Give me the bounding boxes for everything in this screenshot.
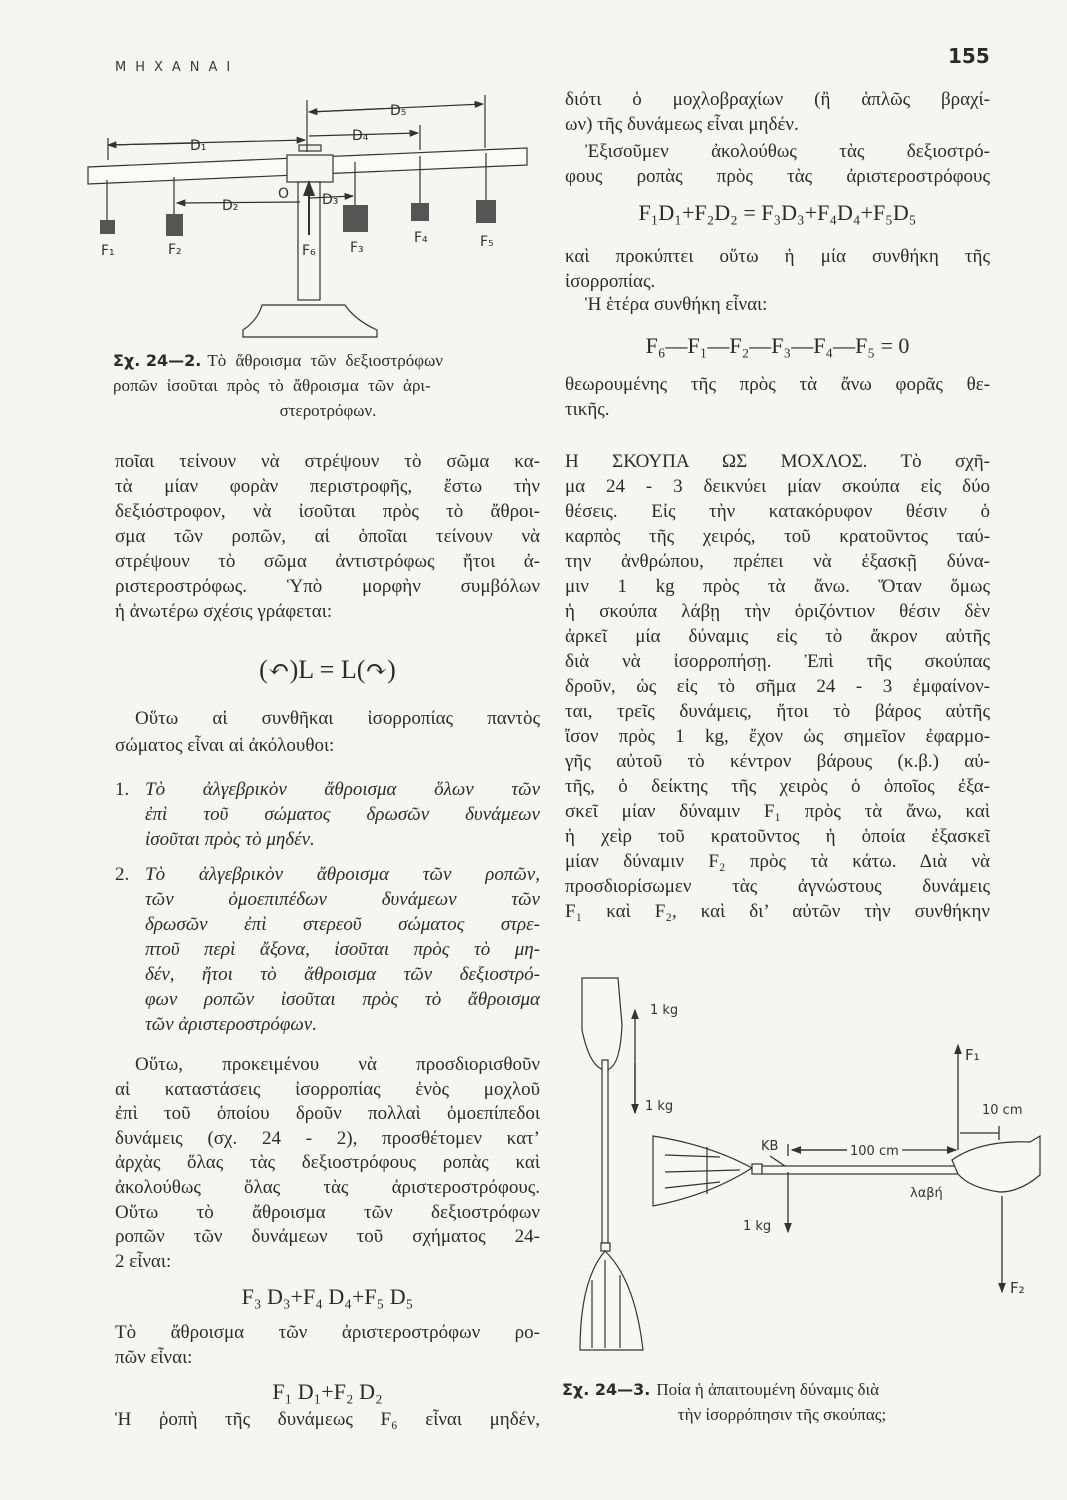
text-line: τικῆς. xyxy=(565,399,610,420)
paragraph xyxy=(115,449,540,624)
list-item-text xyxy=(115,777,540,852)
paragraph xyxy=(565,292,990,317)
text-line: ἀκολούθως ὅλας τὰς ἀριστεροστρόφους. xyxy=(115,1176,540,1198)
text-line: ἡ σκούπα λάβῃ τὴν ὁριζόντιον θέσιν δὲν xyxy=(565,601,990,622)
text-line: αἱ καταστάσεις ἰσορροπίας ἑνὸς μοχλοῦ xyxy=(115,1078,540,1100)
text-line: ροπῶν τῶν δυνάμεων τοῦ σχήματος 24- xyxy=(115,1226,540,1248)
caption-text: Τὸ ἄθροισμα τῶν δεξιοστρόφων xyxy=(207,351,443,370)
label-d5: D₅ xyxy=(390,103,407,119)
label-f5: F₅ xyxy=(480,234,494,250)
text-line: ἐπὶ τοῦ ὁποίου δροῦν πολλαὶ ὁμοεπίπεδοι xyxy=(115,1103,540,1125)
text-line: δεξιόστροφον, νὰ ἰσοῦται πρὸς τὸ ἄθροι- xyxy=(115,501,540,522)
figure-24-3-broom-diagram xyxy=(560,960,1067,1370)
label-f3: F₃ xyxy=(350,240,364,256)
page-number: 155 xyxy=(948,44,990,68)
paragraph xyxy=(565,139,990,189)
figure-24-2-caption xyxy=(113,348,543,423)
label-f1: F₁ xyxy=(965,1046,980,1064)
label-d1: D₁ xyxy=(190,138,207,154)
text-line: τῶν ἀριστεροστρόφων. xyxy=(145,1014,317,1035)
section-broom-as-lever xyxy=(565,449,990,924)
label-f2: F₂ xyxy=(1010,1279,1025,1297)
hand-horizontal-icon xyxy=(952,1136,1040,1192)
text-line: δυνάμεις (σχ. 24 - 2), προσθέτομεν κατ’ xyxy=(115,1127,540,1149)
text-line: Ἡ ἑτέρα συνθήκη εἶναι: xyxy=(585,294,768,315)
paragraph xyxy=(565,87,990,137)
running-title: ΜΗΧΑΝΑΙ xyxy=(115,60,240,75)
text-line: δέν, ἤτοι τὸ ἄθροισμα τῶν δεξιοστρό- xyxy=(145,964,540,985)
text-line: δρωσῶν ἐπὶ στερεοῦ σώματος στρε- xyxy=(145,914,540,935)
text-line: ριστεροστρόφως. Ὑπὸ μορφὴν συμβόλων xyxy=(115,576,540,597)
label-center-of-gravity: KB xyxy=(761,1139,779,1154)
text-line: Οὕτω τὸ ἄθροισμα τῶν δεξιοστρόφων xyxy=(115,1201,540,1223)
paragraph xyxy=(565,245,990,294)
weight-f5 xyxy=(476,200,496,223)
text-line: ἴσον πρὸς 1 kg, ἔχον ὡς σημεῖον ἐφαρμο- xyxy=(565,726,990,747)
text-line: την ἀνθρώπου, πρέπει νὰ ἐξασκῇ δύνα- xyxy=(565,551,990,572)
caption-label: Σχ. 24—2. xyxy=(113,351,202,370)
broom-handle-vertical xyxy=(602,1060,608,1243)
pivot-block xyxy=(287,155,333,182)
text-line: θέσεις. Εἰς τὴν κατακόρυφον θέσιν ὁ xyxy=(565,501,990,522)
text-line: τῶν ὁμοεπιπέδων δυνάμεων τῶν xyxy=(145,889,540,910)
text-line: ται, τρεῖς δυνάμεις, ἤτοι τὸ βάρος αὐτῆς xyxy=(565,701,990,722)
text-line: Ἐξισοῦμεν ἀκολούθως τὰς δεξιοστρό- xyxy=(585,141,990,162)
text-line: καρπὸς τῆς χειρός, τοῦ κρατοῦντος ταύ- xyxy=(565,526,990,547)
text-line: ων) τῆς δυνάμεως εἶναι μηδέν. xyxy=(565,114,799,135)
text-line: σκεῖ μίαν δύναμιν F₁ πρὸς τὰ ἄνω, καὶ xyxy=(565,801,990,822)
label-weight-1kg: 1 kg xyxy=(743,1219,772,1234)
paragraph xyxy=(115,705,540,759)
dim-d2 xyxy=(177,202,300,203)
text-line: τὰ μίαν φορὰν περιστροφῆς, ἔστω τὴν xyxy=(115,476,540,497)
label-d2: D₂ xyxy=(222,198,239,214)
weight-f3 xyxy=(343,205,368,232)
caption-text: ροπῶν ἰσοῦται πρὸς τὸ ἄθροισμα τῶν ἀρι- xyxy=(113,376,431,395)
text-line: πτοῦ περὶ ἄξονα, ἰσοῦται πρὸς τὸ μη- xyxy=(145,939,540,960)
text-line: μα 24 - 3 δεικνύει μίαν σκούπα εἰς δύο xyxy=(565,476,990,497)
list-number: 1. xyxy=(115,779,130,800)
label-f2: F₂ xyxy=(168,242,182,258)
text-line: διὰ νὰ ἰσορροπήσῃ. Ἐπὶ τῆς σκούπας xyxy=(565,651,990,672)
label-10cm: 10 cm xyxy=(982,1103,1023,1118)
text-line: καὶ προκύπτει οὕτω ἡ μία συνθήκη τῆς xyxy=(565,246,990,267)
paragraph xyxy=(115,1407,540,1432)
caption-text: στεροτρόφων. xyxy=(279,401,377,420)
text-line: φους ροπὰς πρὸς τὰς ἀριστεροστρόφους xyxy=(565,166,990,187)
text-line: ἀρκεῖ μία δύναμις εἰς τὸ ἄκρον αὐτῆς xyxy=(565,626,990,647)
text-line: Τὸ ἄθροισμα τῶν ἀριστεροστρόφων ρο- xyxy=(115,1322,540,1343)
text-line: ἡ χεὶρ τοῦ κρατοῦντος ἡ ὁποία ἐξασκεῖ xyxy=(565,826,990,847)
label-pivot-o: O xyxy=(278,186,290,202)
figure-24-3-caption xyxy=(562,1377,1002,1427)
text-line: Τὸ ἀλγεβρικὸν ἄθροισμα ὅλων τῶν xyxy=(145,779,540,800)
text-line: φων ροπῶν ἰσοῦται πρὸς τὸ ἄθροισμα xyxy=(145,989,540,1010)
text-line: ἰσοῦται πρὸς τὸ μηδέν. xyxy=(145,829,315,850)
text-line: 2 εἶναι: xyxy=(115,1250,172,1272)
text-line: ἀρχὰς ὅλας τὰς δεξιοστρόφους ροπὰς καὶ xyxy=(115,1152,540,1174)
list-item-1 xyxy=(115,777,540,852)
list-item-text xyxy=(115,862,540,1037)
paragraph xyxy=(565,372,990,422)
text-line: Ἡ ῥοπὴ τῆς δυνάμεως F₆ εἶναι μηδέν, xyxy=(115,1409,540,1430)
text-line: μίαν δύναμιν F₂ πρὸς τὰ κάτω. Διὰ νὰ xyxy=(565,851,990,872)
text-line: γῆς αὐτοῦ τὸ κέντρον βάρους (κ.β.) αὐ- xyxy=(565,751,990,772)
equation-equilibrium-forces: F₆—F₁—F₂—F₃—F₄—F₅ = 0 xyxy=(645,333,910,358)
text-line: θεωρουμένης τῆς πρὸς τὰ ἄνω φορᾶς θε- xyxy=(565,374,990,395)
list-item-2 xyxy=(115,862,540,1037)
label-down-1kg: 1 kg xyxy=(645,1099,674,1114)
label-handle: λαβή xyxy=(910,1186,943,1201)
text-line: προσδιορίσωμεν τὰς ἀγνώστους δυνάμεις xyxy=(565,876,990,897)
figure-24-2-lever-diagram xyxy=(0,0,560,350)
text-line: F₁ καὶ F₂, καὶ δι’ αὐτῶν τὴν συνθήκην xyxy=(565,901,990,922)
text-line: μιν 1 kg πρὸς τὰ ἄνω. Ὅταν ὅμως xyxy=(565,576,990,597)
caption-label: Σχ. 24—3. xyxy=(562,1380,651,1399)
text-line: Η ΣΚΟΥΠΑ ΩΣ ΜΟΧΛΟΣ. Τὸ σχῆ- xyxy=(565,451,990,472)
text-line: διότι ὁ μοχλοβραχίων (ἢ ἁπλῶς βραχί- xyxy=(565,89,990,110)
text-line: ποῖαι τείνουν νὰ στρέψουν τὸ σῶμα κα- xyxy=(115,451,540,472)
text-line: στρέψουν τὸ σῶμα ἀντιστρόφως ἤτοι ἀ- xyxy=(115,551,540,572)
broom-brush-vertical xyxy=(580,1251,643,1350)
label-d4: D₄ xyxy=(352,128,369,144)
label-f1: F₁ xyxy=(101,243,115,259)
equation-clockwise-sum: F₃ D₃+F₄ D₄+F₅ D₅ xyxy=(241,1284,414,1309)
weight-f2 xyxy=(166,214,183,236)
text-line: σμα τῶν ροπῶν, αἱ ὁποῖαι τείνουν νὰ xyxy=(115,526,540,547)
text-line: ἐπὶ τοῦ σώματος δρωσῶν δυνάμεων xyxy=(145,804,540,825)
text-line: ἡ ἀνωτέρω σχέσις γράφεται: xyxy=(115,601,333,622)
label-f6: F₆ xyxy=(302,243,316,259)
weight-f4 xyxy=(411,203,429,221)
text-line: δροῦν, ὡς εἰς τὸ σῆμα 24 - 3 ἐμφαίνον- xyxy=(565,676,990,697)
text-line: πῶν εἶναι: xyxy=(115,1347,193,1368)
text-line: σώματος εἶναι αἱ ἀκόλουθοι: xyxy=(115,735,335,756)
adjust-knob xyxy=(299,145,321,151)
text-line: Οὕτω αἱ συνθῆκαι ἰσορροπίας παντὸς xyxy=(135,708,540,729)
caption-text: Ποία ἡ ἀπαιτουμένη δύναμις διὰ xyxy=(656,1380,880,1399)
text-line: ἰσορροπίας. xyxy=(565,270,656,292)
stand-base xyxy=(243,305,377,337)
equation-equilibrium-moments: F₁D₁+F₂D₂ = F₃D₃+F₄D₄+F₅D₅ xyxy=(638,200,917,225)
paragraph xyxy=(115,1053,540,1274)
label-d3: D₃ xyxy=(322,192,339,208)
text-line: Τὸ ἀλγεβρικὸν ἄθροισμα τῶν ροπῶν, xyxy=(145,864,540,885)
list-number: 2. xyxy=(115,864,130,885)
label-up-1kg: 1 kg xyxy=(650,1003,679,1018)
label-f4: F₄ xyxy=(414,230,428,246)
caption-text: τὴν ἰσορρόπησιν τῆς σκούπας; xyxy=(677,1405,887,1424)
label-100cm: 100 cm xyxy=(850,1144,899,1159)
equation-counterclockwise-sum: F₁ D₁+F₂ D₂ xyxy=(272,1379,383,1404)
weight-f1 xyxy=(100,220,115,234)
equation-moments: (↶)L = L(↷) xyxy=(259,655,396,684)
text-line: τῆς, ὁ δείκτης τῆς χειρὸς ὁ ὁποῖος ἐξα- xyxy=(565,776,990,797)
text-line: Οὕτω, προκειμένου νὰ προσδιορισθοῦν xyxy=(135,1054,540,1075)
hand-vertical-icon xyxy=(582,978,622,1070)
paragraph xyxy=(115,1320,540,1370)
